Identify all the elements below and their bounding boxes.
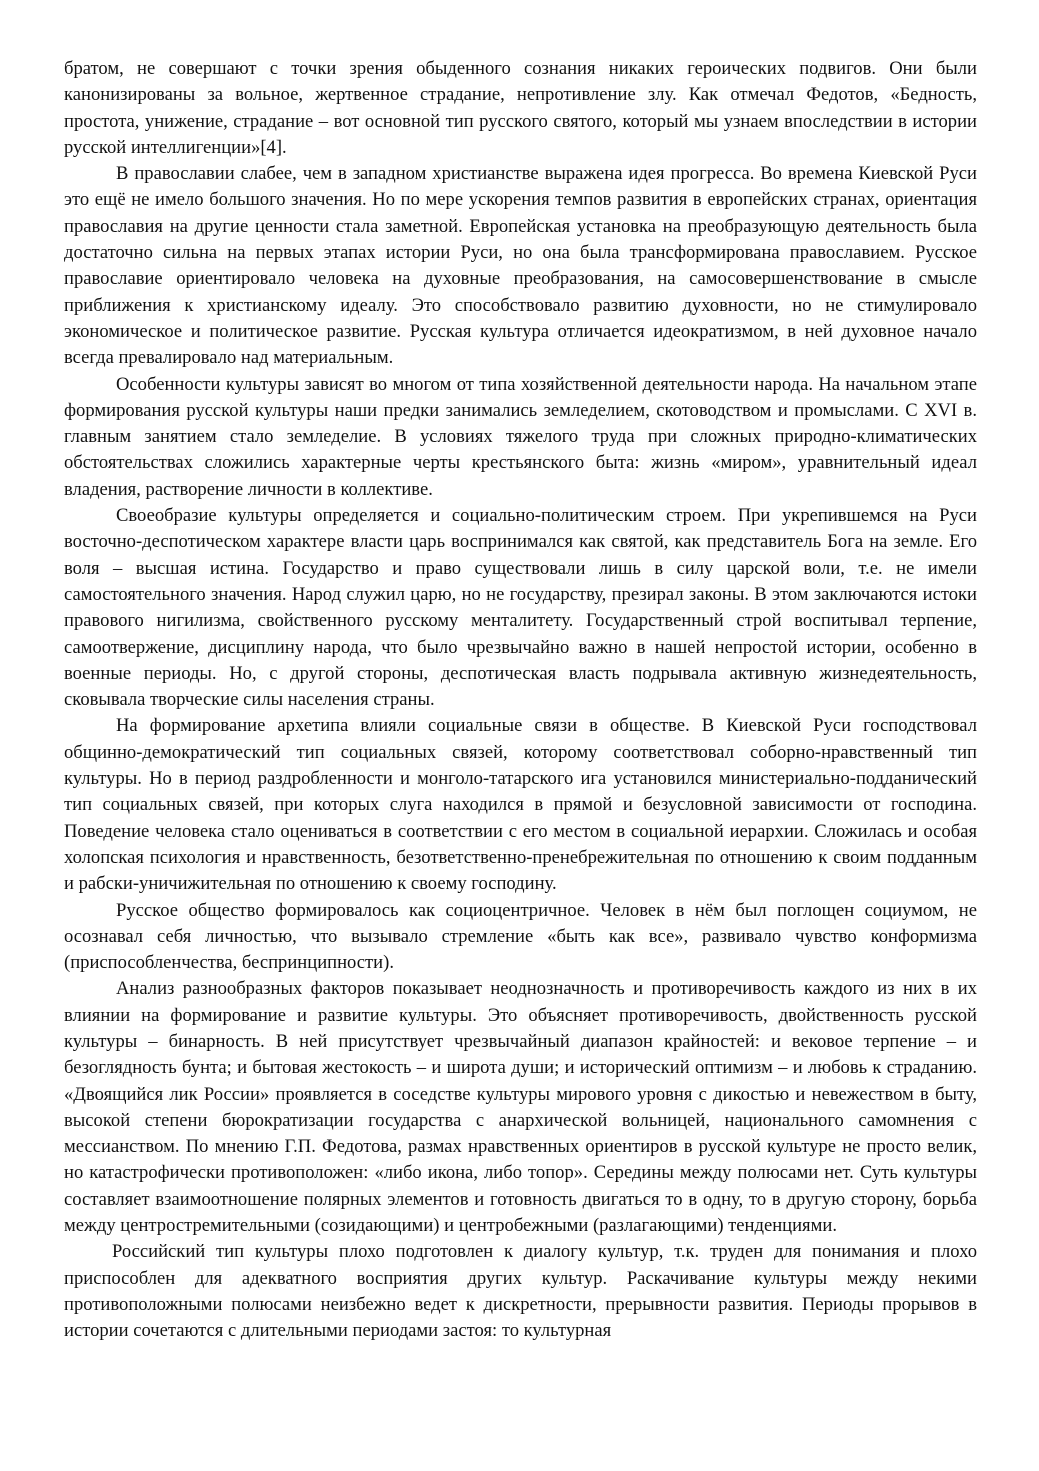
paragraph-4: Своеобразие культуры определяется и социально-политическим строем. При укрепившемся на Руси восточно-деспотическом характере власти царь воспринимался как святой, как представитель Бога на земле. Его воля – высшая истина. Государство и право существовали лишь в силу царской воли, т.е. не имели самостоятельного значения. Народ служил царю, но не государству, презирал законы. В этом заключаются истоки правового нигилизма, свойственного русскому менталитету. Государственный строй воспитывал терпение, самоотвержение, дисциплину народа, что было чрезвычайно важно в нашей непростой истории, особенно в военные периоды. Но, с другой стороны, деспотическая власть подрывала активную жизнедеятельность, сковывала творческие силы населения страны. (64, 505, 977, 711)
paragraph-1: братом, не совершают с точки зрения обыденного сознания никаких героических подвигов. Они были канонизированы за вольное, жертвенное страдание, непротивление злу. Как отмечал Федотов, «Бедность, простота, унижение, страдание – вот основной тип русского святого, который мы узнаем впоследствии в истории русской интеллигенции»[4]. (64, 58, 977, 158)
paragraph-3: Особенности культуры зависят во многом от типа хозяйственной деятельности народа. На начальном этапе формирования русской культуры наши предки занимались земледелием, скотоводством и промыслами. С XVI в. главным занятием стало земледелие. В условиях тяжелого труда при сложных природно-климатических обстоятельствах сложились характерные черты крестьянского быта: жизнь «миром», уравнительный идеал владения, растворение личности в коллективе. (64, 373, 977, 500)
paragraph-7: Анализ разнообразных факторов показывает неоднозначность и противоречивость каждого из них в их влиянии на формирование и развитие культуры. Это объясняет противоречивость, двойственность русской культуры – бинарность. В ней присутствует чрезвычайный диапазон крайностей: и вековое терпение – и безоглядность бунта; и бытовая жестокость – и широта души; и исторический оптимизм – и любовь к страданию. «Двоящийся лик России» проявляется в соседстве культуры мирового уровня с дикостью и невежеством в быту, высокой степени бюрократизации государства с анархической вольницей, национального самомнения с мессианством. По мнению Г.П. Федотова, размах нравственных ориентиров в русской культуре не просто велик, но катастрофически противоположен: «либо икона, либо топор». Середины между полюсами нет. Суть культуры составляет взаимоотношение полярных элементов и готовность двигаться то в одну, то в другую сторону, борьба между центростремительными (созидающими) и центробежными (разлагающими) тенденциями. (64, 978, 977, 1237)
document-page (64, 56, 977, 1345)
paragraph-8: Российский тип культуры плохо подготовлен к диалогу культур, т.к. труден для понимания и плохо приспособлен для адекватного восприятия других культур. Раскачивание культуры между некими противоположными полюсами неизбежно ведет к дискретности, прерывности развития. Периоды прорывов в истории сочетаются с длительными периодами застоя: то культурная (64, 1241, 977, 1342)
paragraph-2: В православии слабее, чем в западном христианстве выражена идея прогресса. Во времена Киевской Руси это ещё не имело большого значения. Но по мере ускорения темпов развития в европейских странах, ориентация православия на другие ценности стала заметной. Европейская установка на преобразующую деятельность была достаточно сильна на первых этапах истории Руси, но она была трансформирована православием. Русское православие ориентировало человека на духовные преобразования, на самосовершенствование в смысле приближения к христианскому идеалу. Это способствовало развитию духовности, но не стимулировало экономическое и политическое развитие. Русская культура отличается идеократизмом, в ней духовное начало всегда превалировало над материальным. (64, 163, 977, 369)
paragraph-6: Русское общество формировалось как социоцентричное. Человек в нём был поглощен социумом, не осознавал себя личностью, что вызывало стремление «быть как все», развивало чувство конформизма (приспособленчества, беспринципности). (64, 899, 977, 974)
paragraph-5: На формирование архетипа влияли социальные связи в обществе. В Киевской Руси господствовал общинно-демократический тип социальных связей, которому соответствовал соборно-нравственный тип культуры. Но в период раздробленности и монголо-татарского ига установился министериально-подданический тип социальных связей, при которых слуга находился в прямой и безусловной зависимости от господина. Поведение человека стало оцениваться в соответствии с его местом в социальной иерархии. Сложилась и особая холопская психология и нравственность, безответственно-пренебрежительная по отношению к своим подданным и рабски-уничижительная по отношению к своему господину. (64, 715, 977, 895)
